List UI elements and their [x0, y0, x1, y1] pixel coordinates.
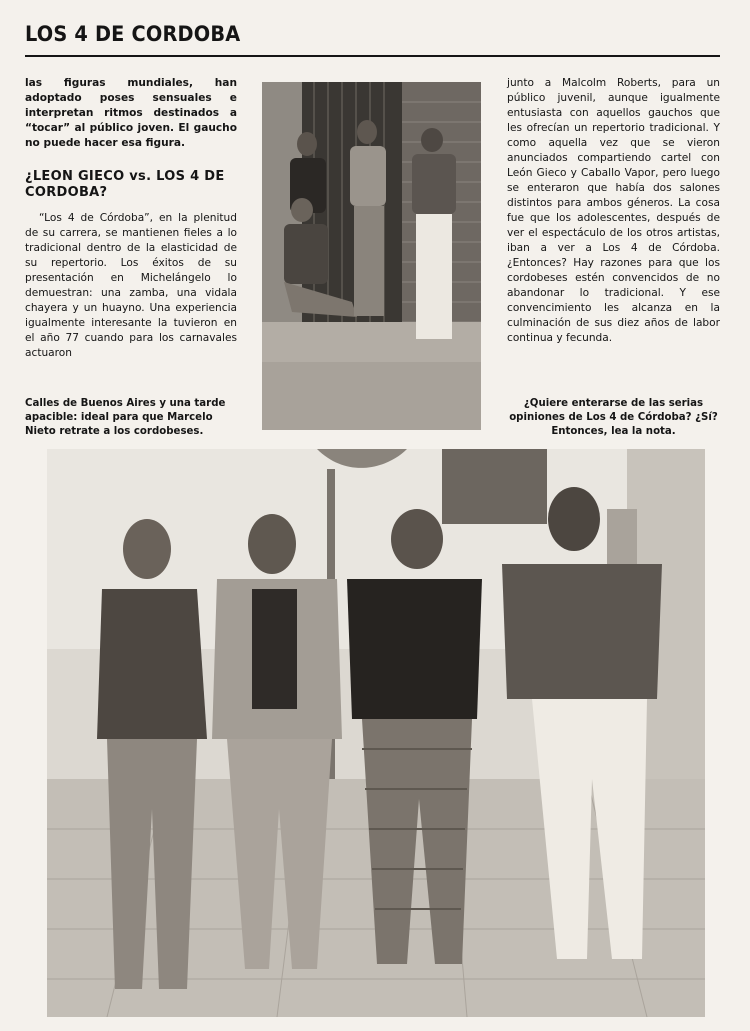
- subheading: ¿LEON GIECO vs. LOS 4 DE CORDOBA?: [25, 169, 225, 200]
- header-rule: [25, 55, 720, 57]
- page-header: [25, 22, 720, 46]
- street-photo-illustration: [47, 449, 705, 1017]
- photo-walking-street: [47, 449, 705, 1017]
- photo-group-doorway: [262, 82, 481, 430]
- caption-left: Calles de Buenos Aires y una tarde apacible: ideal para que Marcelo Nieto retrate a los cordobeses.: [25, 398, 226, 437]
- text-column-left: [25, 76, 237, 361]
- doorway-photo-illustration: [262, 82, 481, 430]
- body-paragraph-right: junto a Malcolm Roberts, para un público juvenil, aunque igualmente entusiasta con aquellos gauchos que les ofrecían un repertorio tradicional. Y como aquella vez que se vieron anunciados compartiendo cartel con León Gieco y Caballo Vapor, pero luego se enteraron que había dos salones distintos para ambos géneros. La cosa fue que los adolescentes, después de ver el espectáculo de los otros artistas, iban a ver a Los 4 de Córdoba. ¿Entonces? Hay razones para que los cordobeses estén convencidos de no abandonar lo tradicional. Y ese convencimiento les alcanza en la culminación de sus diez años de labor continua y fecunda.: [507, 77, 720, 344]
- text-column-right: [507, 76, 720, 346]
- section-title: LOS 4 DE CORDOBA: [25, 22, 241, 46]
- caption-right: ¿Quiere enterarse de las serias opiniones de Los 4 de Córdoba? ¿Sí? Entonces, lea la nota.: [509, 398, 718, 437]
- body-paragraph-left: “Los 4 de Córdoba”, en la plenitud de su carrera, se mantienen fieles a lo tradicional dentro de la elasticidad de su repertorio. Los éxitos de su presentación en Michelángelo lo demuestran: una zamba, una vidala chayera y un huayno. Una experiencia igualmente interesante la tuvieron en el año 77 cuando para los carnavales actuaron: [25, 212, 237, 359]
- intro-paragraph: las figuras mundiales, han adoptado poses sensuales e interpretan ritmos destinados a “tocar” al público joven. El gaucho no puede hacer esa figura.: [25, 77, 237, 149]
